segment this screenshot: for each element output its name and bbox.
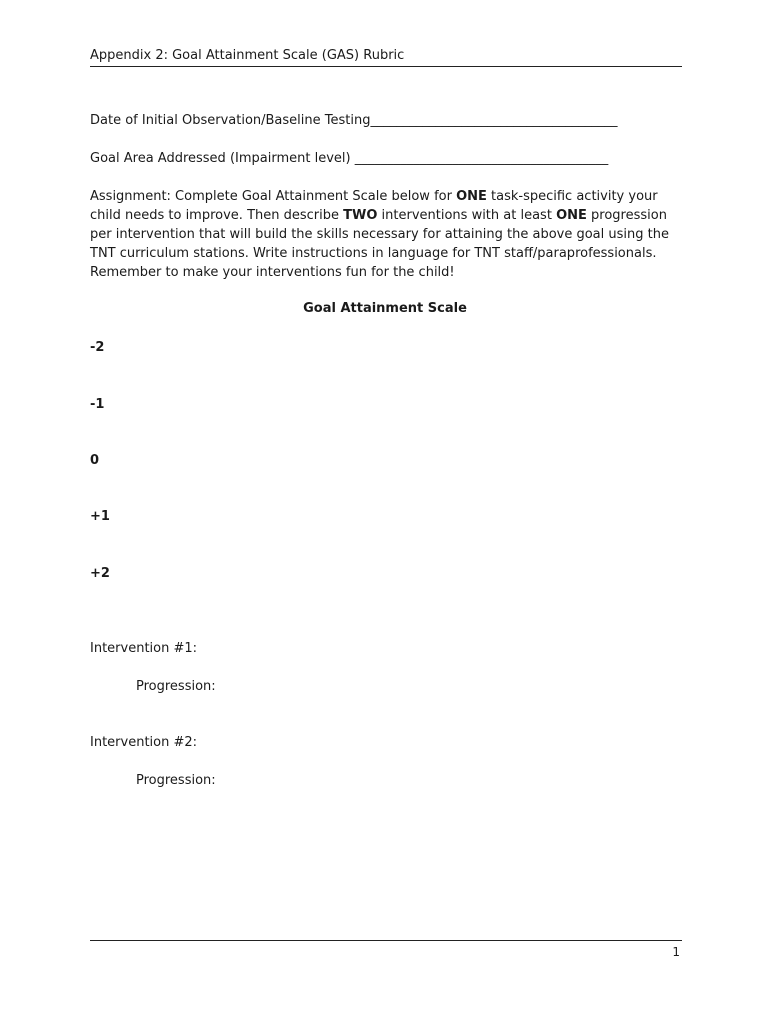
assignment-text-4: progression per intervention that will build the skills necessary for attaining the above goal using the TNT curriculum stations. Write instructions in language for TNT staff/paraprofessionals. Remember to make your interventions fun for the child! (90, 208, 669, 280)
assignment-emphasis-two: TWO (343, 208, 378, 223)
intervention-1-label: Intervention #1: (90, 641, 198, 656)
assignment-emphasis-one: ONE (456, 189, 487, 204)
baseline-date-field: Date of Initial Observation/Baseline Testing______________________________________ (90, 113, 618, 128)
assignment-paragraph (90, 187, 680, 282)
page-header: Appendix 2: Goal Attainment Scale (GAS) Rubric (90, 47, 682, 67)
assignment-text-2: task-specific activity your child needs to improve. Then describe (90, 189, 658, 223)
intervention-2-label: Intervention #2: (90, 735, 198, 750)
intervention-2-progression: Progression: (136, 773, 216, 788)
scale-title: Goal Attainment Scale (303, 301, 467, 316)
assignment-text-3: interventions with at least (377, 208, 557, 223)
goal-area-field: Goal Area Addressed (Impairment level) _______________________________________ (90, 151, 609, 166)
scale-level-minus-1: -1 (90, 397, 105, 412)
scale-level-minus-2: -2 (90, 340, 105, 355)
assignment-text-1: Assignment: Complete Goal Attainment Scale below for (90, 189, 457, 204)
scale-level-plus-2: +2 (90, 566, 110, 581)
assignment-emphasis-one-b: ONE (556, 208, 587, 223)
scale-level-0: 0 (90, 453, 100, 468)
scale-level-plus-1: +1 (90, 509, 110, 524)
intervention-1-progression: Progression: (136, 679, 216, 694)
footer-divider (90, 940, 682, 941)
page-number: 1 (672, 945, 680, 959)
